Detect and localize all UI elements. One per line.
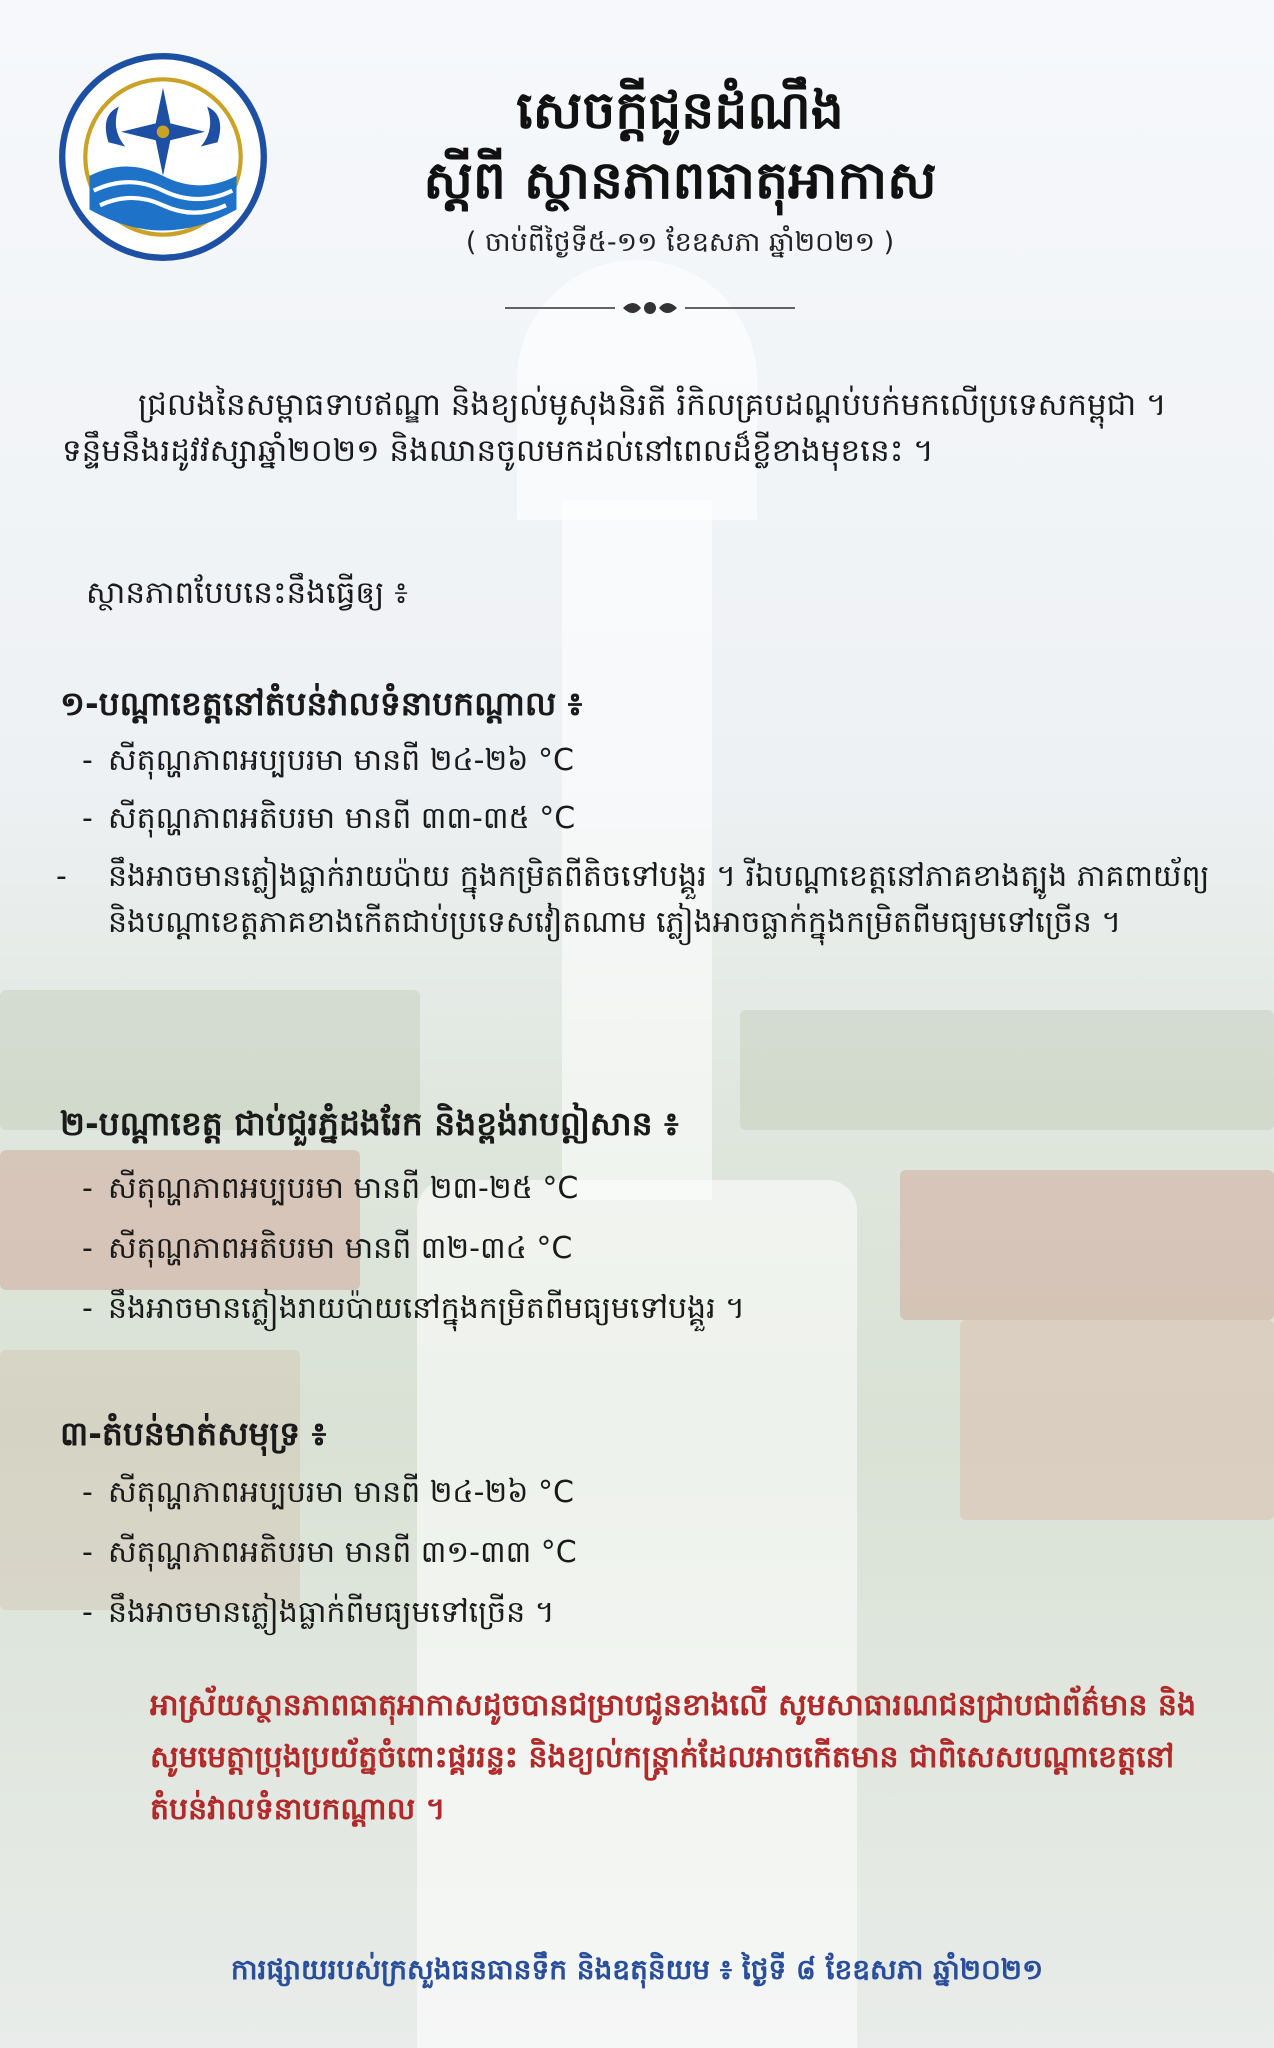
warning-notice: អាស្រ័យស្ថានភាពធាតុអាកាសដូចបានជម្រាបជូនខាងលើ សូមសាធារណជនជ្រាបជាព័ត៌មាន និងសូមមេត្តាប្រុងប្រយ័ត្នចំពោះផ្គររន្ទះ និងខ្យល់កន្ត្រាក់ដែលអាចកើតមាន ជាពិសេសបណ្តាខេត្តនៅតំបន់វាលទំនាបកណ្តាល ។ (150, 1688, 1196, 1827)
bullet-item: - សីតុណ្ហភាពអប្បបរមា មានពី ២៤-២៦ °C (82, 1475, 574, 1510)
divider-ornament-icon (505, 298, 795, 318)
ministry-seal-icon (58, 52, 268, 262)
bullet-item: - សីតុណ្ហភាពអប្បបរមា មានពី ២៤-២៦ °C (82, 743, 574, 778)
section-heading: ៣-តំបន់មាត់សមុទ្រ ៖ (60, 1414, 327, 1453)
bullet-item: - នឹងអាចមានភ្លៀងរាយប៉ាយនៅក្នុងកម្រិតពីមធ្យមទៅបង្គួរ ។ (82, 1291, 745, 1326)
bullet-item: - សីតុណ្ហភាពអតិបរមា មានពី ៣២-៣៤ °C (82, 1231, 573, 1266)
page-title: សេចក្តីជូនដំណឹង (516, 80, 844, 141)
lead-sentence: ស្ថានភាពបែបនេះនឹងធ្វើឲ្យ ៖ (86, 575, 408, 611)
date-range: ( ចាប់ពីថ្ងៃទី៥-១១ ខែឧសភា ឆ្នាំ២០២១ ) (465, 227, 895, 258)
bullet-item: - សីតុណ្ហភាពអតិបរមា មានពី ៣៣-៣៥ °C (82, 801, 576, 836)
publisher-footer: ការផ្សាយរបស់ក្រសួងធនធានទឹក និងឧតុនិយម ៖ ថ្ងៃទី ៨ ខែឧសភា ឆ្នាំ២០២១ (230, 1953, 1044, 1986)
section-heading: ២-បណ្តាខេត្ត ជាប់ជួរភ្នំដងរែក និងខ្ពង់រាបឦសាន ៖ (60, 1104, 679, 1143)
bullet-item: - នឹងអាចមានភ្លៀងធ្លាក់រាយប៉ាយ ក្នុងកម្រិតពីតិចទៅបង្គួរ ។ រីឯបណ្តាខេត្តនៅភាគខាងត្បូង ភាគពាយ័ព្យ និងបណ្តាខេត្តភាគខាងកើតជាប់ប្រទេសវៀតណាម ភ្លៀងអាចធ្លាក់ក្នុងកម្រិតពីមធ្យមទៅច្រើន ។ (56, 859, 1210, 940)
bullet-item: - សីតុណ្ហភាពអប្បបរមា មានពី ២៣-២៥ °C (82, 1171, 579, 1206)
section-heading: ១-បណ្តាខេត្តនៅតំបន់វាលទំនាបកណ្តាល ៖ (60, 684, 583, 723)
bullet-item: - សីតុណ្ហភាពអតិបរមា មានពី ៣១-៣៣ °C (82, 1535, 577, 1570)
page-subtitle-heading: ស្តីពី ស្ថានភាពធាតុអាកាស (423, 150, 937, 211)
bullet-item: - នឹងអាចមានភ្លៀងធ្លាក់ពីមធ្យមទៅច្រើន ។ (82, 1595, 555, 1630)
intro-paragraph: ជ្រលងនៃសម្ពាធទាបឥណ្ឌា និងខ្យល់មូសុងនិរតី រំកិលគ្របដណ្តប់បក់មកលើប្រទេសកម្ពុជា ។ ទន្ទឹមនឹងរដូវវស្សាឆ្នាំ២០២១ និងឈានចូលមកដល់នៅពេលដ៏ខ្លីខាងមុខនេះ ។ (62, 387, 1167, 469)
